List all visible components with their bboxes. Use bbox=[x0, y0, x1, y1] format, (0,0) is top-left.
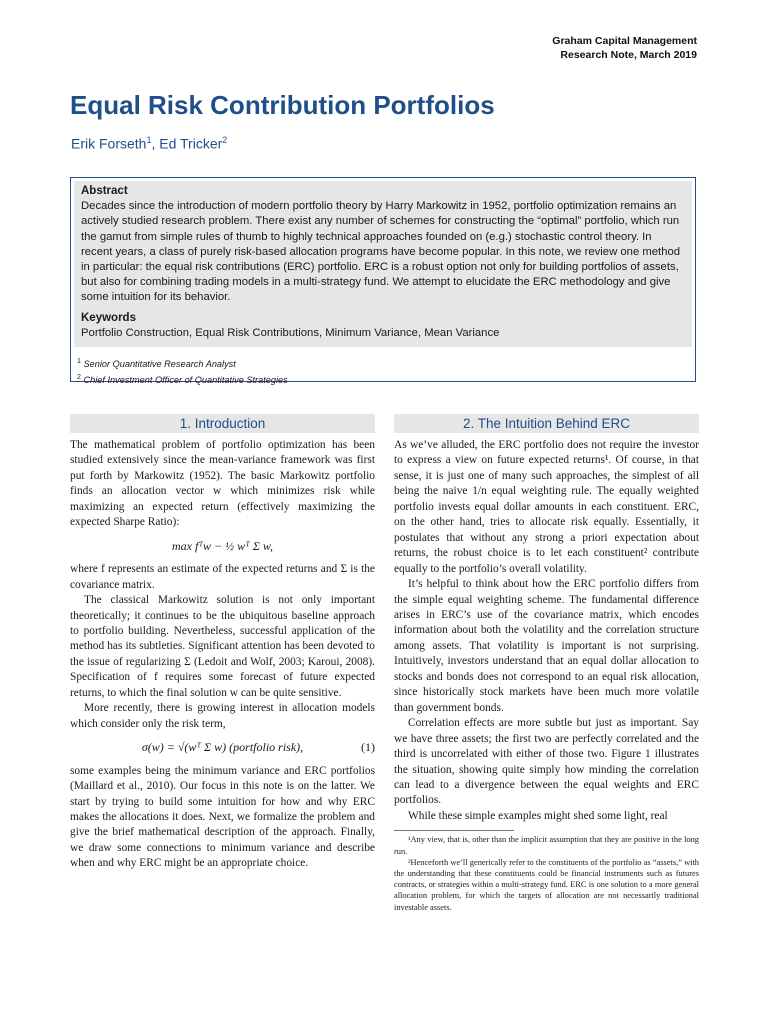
keywords-text: Portfolio Construction, Equal Risk Contributions, Minimum Variance, Mean Variance bbox=[81, 326, 500, 339]
intro-paragraph-4: More recently, there is growing interest in allocation models which consider only the risk term, bbox=[70, 702, 375, 730]
abstract-text: Decades since the introduction of modern portfolio theory by Harry Markowitz in 1952, portfolio optimization remains an actively studied research problem. There exist any number of schemes for constructing the “optimal” portfolio, which run the gamut from simple rules of thumb to highly technical approaches founded on (e.g.) stochastic control theory. In recent years, a class of purely risk-based allocation programs have become popular. In this note, we review one method in particular: the equal risk contributions (ERC) portfolio. ERC is a robust option not only for building portfolios of assets, but also for combining trading models in a multi-strategy fund. We attempt to elucidate the ERC methodology and give some intuition for its behavior. bbox=[81, 200, 681, 304]
footnote-1: ¹Any view, that is, other than the implicit assumption that they are positive in the long run. bbox=[394, 835, 699, 856]
footnote-rule bbox=[394, 830, 514, 831]
author-list bbox=[71, 135, 227, 152]
report-header bbox=[552, 34, 697, 62]
intro-paragraph-1: The mathematical problem of portfolio optimization has been studied extensively since the mean-variance framework was first put forth by Markowitz (1952). The basic Markowitz portfolio finds an allocation vector w which minimizes risk while maximizing an expected return (effectively maximizing the expected Sharpe Ratio): bbox=[70, 439, 375, 529]
note-date: Research Note, March 2019 bbox=[560, 49, 697, 61]
affiliation-2-text: Chief Investment Officer of Quantitative Strategies bbox=[83, 375, 288, 386]
abstract-panel bbox=[74, 181, 692, 347]
affiliation-1-text: Senior Quantitative Research Analyst bbox=[83, 359, 236, 370]
affiliations bbox=[71, 350, 695, 387]
footnote-2: ²Henceforth we’ll generically refer to the constituents of the portfolio as “assets,” with the understanding that these constituents could be financial instruments such as futures contracts, or strategies within a multi-strategy fund. ERC is one solution to a more general allocation problem, for which the targets of allocation are not necessarily traditional investable assets. bbox=[394, 857, 699, 912]
section-1-heading: 1. Introduction bbox=[70, 414, 375, 433]
intro-paragraph-2: where f represents an estimate of the expected returns and Σ is the covariance matrix. bbox=[70, 563, 375, 591]
author-1-mark: 1 bbox=[146, 135, 152, 145]
section-2-heading: 2. The Intuition Behind ERC bbox=[394, 414, 699, 433]
affiliation-2 bbox=[77, 371, 689, 387]
equation-number: (1) bbox=[361, 740, 375, 755]
author-separator: , bbox=[151, 135, 160, 152]
intuition-paragraph-1: As we’ve alluded, the ERC portfolio does not require the investor to express a view on future expected returns¹. Of course, in that sense, it is just one of many such approaches, the simplest of all being the naive 1/n equal weighting rule. The equally weighted portfolio invests equal dollar amounts in each constituent. ERC, on the other hand, tries to allocate risk equally. Essentially, it postulates that without any strong a priori expectation about returns, the robust choice is to let each constituent² contribute equally to the portfolio’s overall volatility. bbox=[394, 439, 699, 575]
affiliation-2-mark: 2 bbox=[77, 374, 81, 382]
author-1: Erik Forseth bbox=[71, 135, 147, 152]
paper-title: Equal Risk Contribution Portfolios bbox=[70, 90, 495, 120]
equation-portfolio-risk-body: σ(w) = √(wᵀ Σ w) (portfolio risk), bbox=[141, 740, 304, 755]
abstract-box bbox=[70, 177, 696, 386]
abstract-heading: Abstract bbox=[81, 185, 128, 197]
intro-paragraph-5: some examples being the minimum variance and ERC portfolios (Maillard et al., 2010). Our focus in this note is on the latter. We start by trying to build some intuition for how and why ERC makes the allocations it does. Next, we formalize the problem and give the brief mathematical description of the approach. Finally, we draw some connections to minimum variance and describe when and why ERC might be an appropriate choice. bbox=[70, 764, 375, 870]
equation-markowitz: max fᵀw − ½ wᵀ Σ w, bbox=[172, 538, 273, 553]
intuition-paragraph-3: Correlation effects are more subtle but just as important. Say we have three assets; the first two are perfectly correlated and the third is uncorrelated with either of those two. Figure 1 illustrates the situation, showing quite simply how minding the correlation can lead to a divergence between the equal weights and ERC portfolios. bbox=[394, 717, 699, 807]
intro-paragraph-3: The classical Markowitz solution is not only important theoretically; it continues to be the ubiquitous baseline approach to portfolio building. Nevertheless, successful application of the method has its subtleties. Significant attention has been devoted to the issue of regularizing Σ (Ledoit and Wolf, 2003; Karoui, 2008). Specification of f requires some forecast of future expected returns, to which the final solution w can be quite sensitive. bbox=[70, 594, 375, 699]
affiliation-1 bbox=[77, 355, 689, 371]
intuition-paragraph-4: While these simple examples might shed some light, real bbox=[408, 809, 668, 822]
equation-portfolio-risk bbox=[70, 740, 375, 755]
affiliation-1-mark: 1 bbox=[77, 358, 81, 366]
intuition-paragraph-2: It’s helpful to think about how the ERC portfolio differs from the simple equal weighting scheme. The fundamental difference arises in ERC’s use of the covariance matrix, which encodes information about both the volatility and the correlation structure among assets. That volatility is important is not surprising. Intuitively, investors understand that an equal dollar allocation to stocks and bonds does not correspond to an equal risk allocation, since historically stock markets have been much more volatile than government bonds. bbox=[394, 578, 699, 714]
author-2: Ed Tricker bbox=[159, 135, 223, 152]
keywords-heading: Keywords bbox=[81, 311, 136, 324]
author-2-mark: 2 bbox=[222, 135, 228, 145]
right-column bbox=[394, 414, 699, 913]
org-name: Graham Capital Management bbox=[552, 35, 697, 47]
footnotes bbox=[394, 834, 699, 912]
left-column bbox=[70, 414, 375, 872]
